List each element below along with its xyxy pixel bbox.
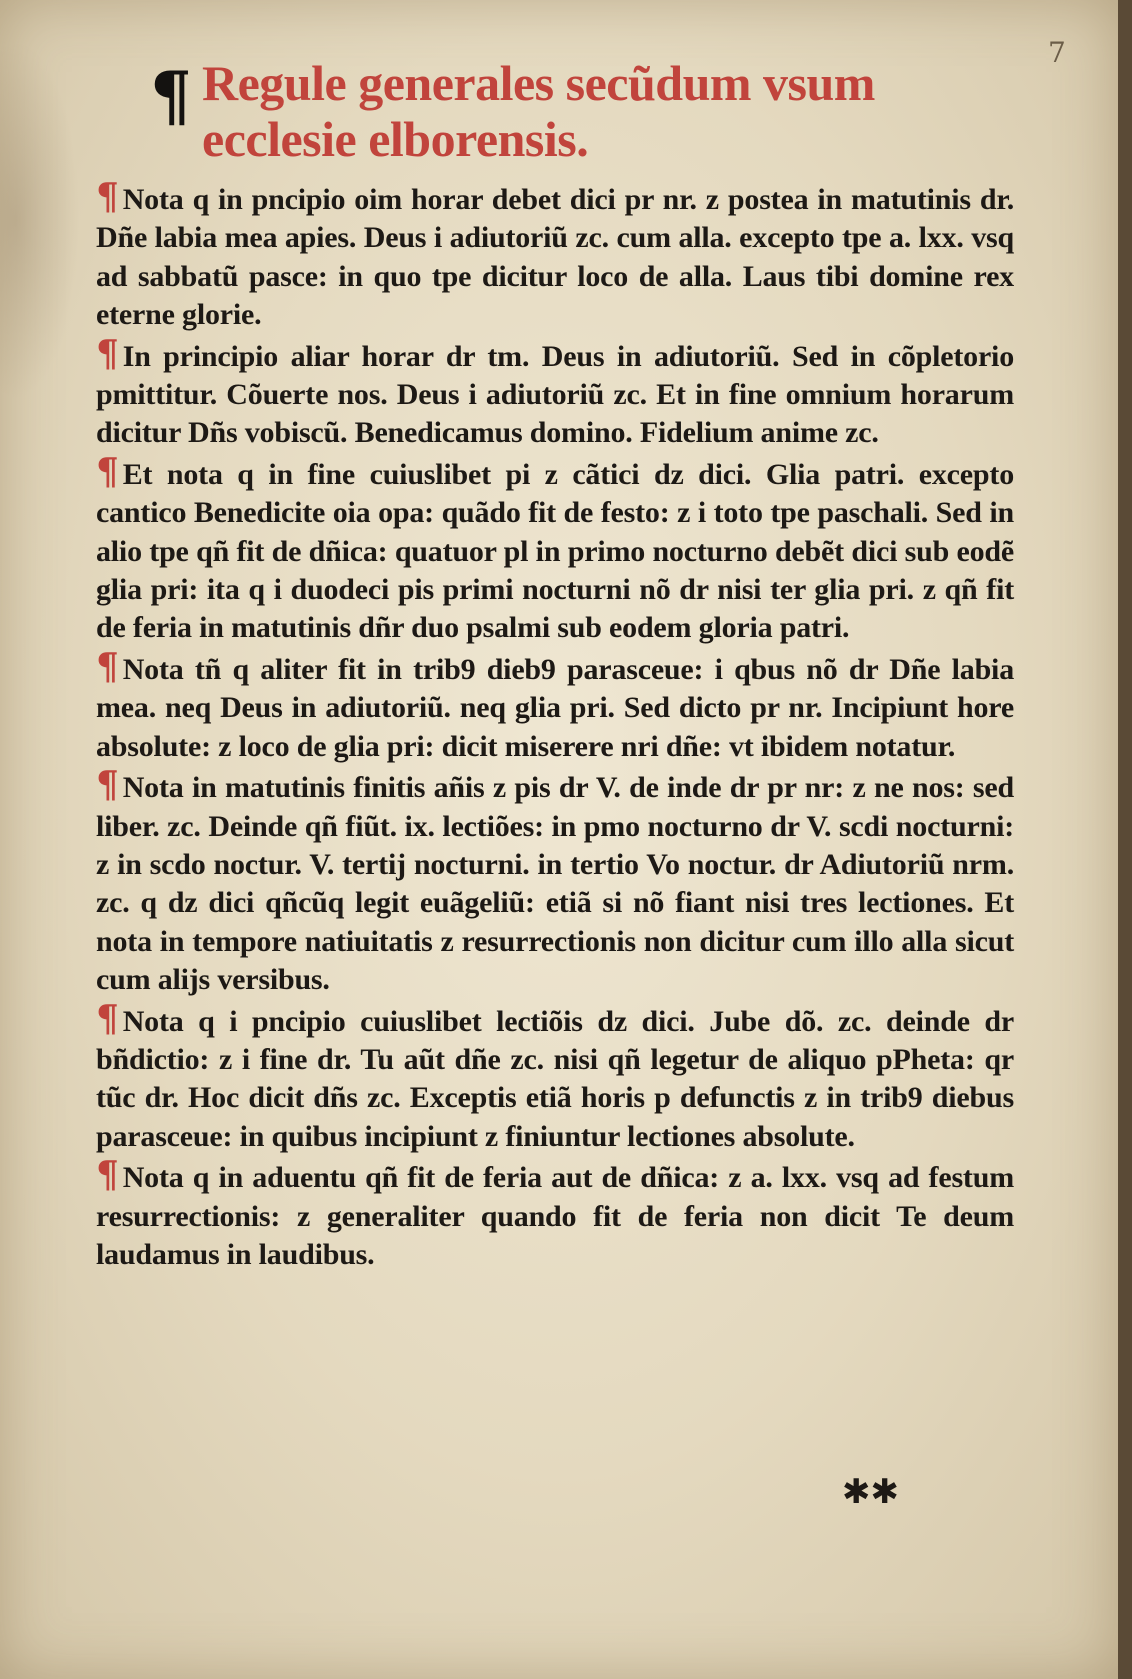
paragraph (96, 997, 1014, 1157)
title-text: Regule generales secũdum vsum ecclesie elborensis. (202, 55, 875, 167)
paragraph-mark-icon: ¶ (96, 1154, 119, 1197)
body-text (96, 178, 1014, 1274)
paragraph (96, 1156, 1014, 1274)
paragraph-text: In principio aliar horar dr tm. Deus in adiutoriũ. Sed in cõpletorio pmittitur. Cõuerte nos. Deus i adiutoriũ zc. Et in fine omnium horarum dicitur Dñs vobiscũ. Benedicamus domino. Fidelium anime zc. (96, 339, 1014, 450)
binding-stain (0, 40, 80, 400)
paragraph-mark-icon: ¶ (96, 450, 119, 493)
paragraph-text: Nota q in pncipio oim horar debet dici pr nr. z postea in matutinis dr. Dñe labia mea apies. Deus i adiutoriũ zc. cum alla. excepto tpe a. lxx. vsq ad sabbatũ pasce: in quo tpe dicitur loco de alla. Laus tibi domine rex eterne glorie. (96, 183, 1014, 332)
paragraph-mark-icon: ¶ (96, 764, 119, 807)
rubric-title (150, 55, 1010, 167)
paragraph-text: Et nota q in fine cuiuslibet pi z cãtici dz dici. Glia patri. excepto cantico Benedicite oia opa: quãdo fit de festo: z i toto tpe paschali. Sed in alio tpe qñ fit de dñica: quatuor pl in primo nocturno debẽt dici sub eodẽ glia pri: ita q i duodeci pis primi nocturni nõ dr nisi ter glia pri. z qñ fit de feria in matutinis dñr duo psalmi sub eodem gloria patri. (96, 457, 1014, 645)
paragraph-mark-icon: ¶ (96, 176, 119, 218)
paragraph-text: Nota tñ q aliter fit in trib9 dieb9 parasceue: i qbus nõ dr Dñe labia mea. neq Deus in adiutoriũ. neq glia pri. Sed dicto pr nr. Incipiunt hore absolute: z loco de glia pri: dicit miserere nri dñe: vt ibidem notatur. (96, 652, 1014, 763)
paragraph-mark-icon: ¶ (96, 997, 119, 1040)
paragraph (96, 645, 1014, 766)
paragraph-mark-icon: ¶ (96, 645, 119, 688)
page-mark: 7 (1048, 36, 1066, 69)
paragraph-text: Nota q in aduentu qñ fit de feria aut de dñica: z a. lxx. vsq ad festum resurrectionis: z generaliter quando fit de feria non dicit Te deum laudamus in laudibus. (96, 1161, 1014, 1271)
paragraph-text: Nota in matutinis finitis añis z pis dr V. de inde dr pr nr: z ne nos: sed liber. zc. Deinde qñ fiũt. ix. lectiões: in pmo nocturno dr V. scdi nocturni: z in scdo noctur. V. tertij nocturni. in tertio Vo noctur. dr Adiutoriũ nrm. zc. q dz dici qñcũq legit euãgeliũ: etiã si nõ fiant nisi tres lectiones. Et nota in tempore natiuitatis z resurrectionis non dicitur cum illo alla sicut cum alijs versibus. (96, 771, 1014, 997)
paragraph (96, 332, 1014, 453)
paragraph-mark-icon: ¶ (96, 332, 119, 375)
end-mark-icon: ✱✱ (842, 1472, 899, 1512)
paragraph (96, 766, 1014, 999)
paragraph (96, 450, 1014, 648)
paragraph-text: Nota q i pncipio cuiuslibet lectiõis dz dici. Jube dõ. zc. deinde dr bñdictio: z i fine dr. Tu aũt dñe zc. nisi qñ legetur de aliquo pPheta: qr tũc dr. Hoc dicit dñs zc. Exceptis etiã horis p defunctis z in trib9 diebus parasceue: in quibus incipiunt z finiuntur lectiones absolute. (96, 1004, 1014, 1153)
pilcrow-icon: ¶ (150, 57, 192, 135)
paragraph (96, 178, 1014, 335)
